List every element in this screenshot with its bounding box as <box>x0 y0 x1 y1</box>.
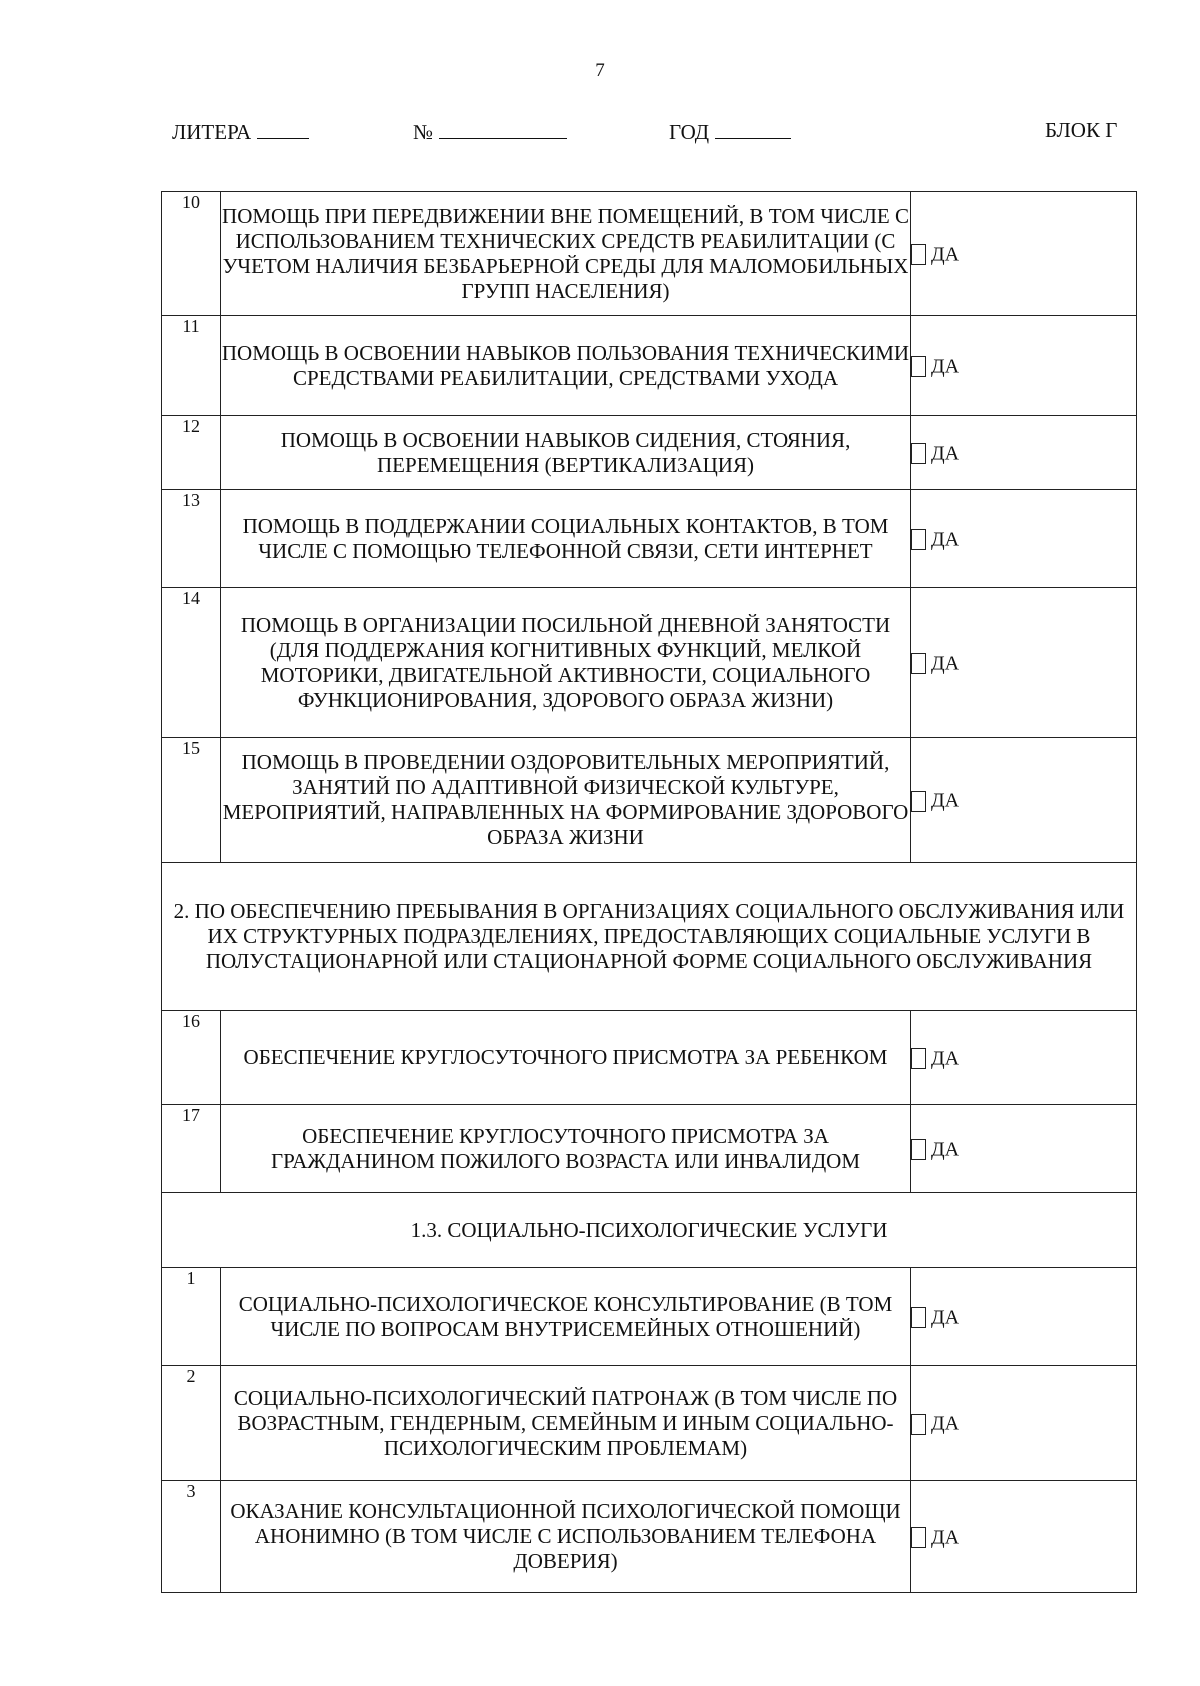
checkbox[interactable] <box>911 791 926 812</box>
page-number: 7 <box>595 60 605 81</box>
row-number: 3 <box>162 1481 221 1593</box>
checkbox[interactable] <box>911 1048 926 1069</box>
section-title: 1.3. СОЦИАЛЬНО-ПСИХОЛОГИЧЕСКИЕ УСЛУГИ <box>162 1193 1137 1268</box>
row-number: 12 <box>162 416 221 490</box>
service-text: ОБЕСПЕЧЕНИЕ КРУГЛОСУТОЧНОГО ПРИСМОТРА ЗА РЕБЕНКОМ <box>221 1011 911 1105</box>
checkbox[interactable] <box>911 356 926 377</box>
service-text: ОКАЗАНИЕ КОНСУЛЬТАЦИОННОЙ ПСИХОЛОГИЧЕСКОЙ ПОМОЩИ АНОНИМНО (В ТОМ ЧИСЛЕ С ИСПОЛЬЗОВАНИЕМ ТЕЛЕФОНА ДОВЕРИЯ) <box>221 1481 911 1593</box>
service-text: ПОМОЩЬ ПРИ ПЕРЕДВИЖЕНИИ ВНЕ ПОМЕЩЕНИЙ, В ТОМ ЧИСЛЕ С ИСПОЛЬЗОВАНИЕМ ТЕХНИЧЕСКИХ СРЕДСТВ РЕАБИЛИТАЦИИ (С УЧЕТОМ НАЛИЧИЯ БЕЗБАРЬЕРНОЙ СРЕДЫ ДЛЯ МАЛОМОБИЛЬНЫХ ГРУПП НАСЕЛЕНИЯ) <box>221 192 911 316</box>
table-row <box>162 316 1137 416</box>
yes-label: ДА <box>931 1047 960 1070</box>
table-row <box>162 738 1137 863</box>
section-header-row <box>162 1193 1137 1268</box>
checkbox[interactable] <box>911 443 926 464</box>
service-text: ОБЕСПЕЧЕНИЕ КРУГЛОСУТОЧНОГО ПРИСМОТРА ЗА ГРАЖДАНИНОМ ПОЖИЛОГО ВОЗРАСТА ИЛИ ИНВАЛИДОМ <box>221 1105 911 1193</box>
checkbox[interactable] <box>911 244 926 265</box>
row-number: 17 <box>162 1105 221 1193</box>
litera-blank[interactable] <box>257 118 309 139</box>
checkbox[interactable] <box>911 653 926 674</box>
service-text: ПОМОЩЬ В ОРГАНИЗАЦИИ ПОСИЛЬНОЙ ДНЕВНОЙ ЗАНЯТОСТИ (ДЛЯ ПОДДЕРЖАНИЯ КОГНИТИВНЫХ ФУНКЦИЙ, МЕЛКОЙ МОТОРИКИ, ДВИГАТЕЛЬНОЙ АКТИВНОСТИ, СОЦИАЛЬНОГО ФУНКЦИОНИРОВАНИЯ, ЗДОРОВОГО ОБРАЗА ЖИЗНИ) <box>221 588 911 738</box>
number-label: № <box>413 120 434 144</box>
litera-field <box>172 118 309 145</box>
block-label: БЛОК Г <box>1045 118 1118 142</box>
number-field <box>413 118 567 145</box>
row-number: 13 <box>162 490 221 588</box>
yes-option[interactable] <box>911 1366 1137 1481</box>
services-table <box>161 191 1137 1593</box>
row-number: 11 <box>162 316 221 416</box>
checkbox[interactable] <box>911 1527 926 1548</box>
form-header <box>0 118 1200 148</box>
table-row <box>162 192 1137 316</box>
table-row <box>162 1105 1137 1193</box>
yes-label: ДА <box>931 442 960 465</box>
table-row <box>162 490 1137 588</box>
table-row <box>162 1481 1137 1593</box>
checkbox[interactable] <box>911 1307 926 1328</box>
number-blank[interactable] <box>439 118 567 139</box>
table-row <box>162 588 1137 738</box>
service-text: ПОМОЩЬ В ОСВОЕНИИ НАВЫКОВ ПОЛЬЗОВАНИЯ ТЕХНИЧЕСКИМИ СРЕДСТВАМИ РЕАБИЛИТАЦИИ, СРЕДСТВАМИ УХОДА <box>221 316 911 416</box>
yes-option[interactable] <box>911 1011 1137 1105</box>
row-number: 14 <box>162 588 221 738</box>
service-text: ПОМОЩЬ В ПОДДЕРЖАНИИ СОЦИАЛЬНЫХ КОНТАКТОВ, В ТОМ ЧИСЛЕ С ПОМОЩЬЮ ТЕЛЕФОННОЙ СВЯЗИ, СЕТИ ИНТЕРНЕТ <box>221 490 911 588</box>
service-text: ПОМОЩЬ В ПРОВЕДЕНИИ ОЗДОРОВИТЕЛЬНЫХ МЕРОПРИЯТИЙ, ЗАНЯТИЙ ПО АДАПТИВНОЙ ФИЗИЧЕСКОЙ КУЛЬТУРЕ, МЕРОПРИЯТИЙ, НАПРАВЛЕННЫХ НА ФОРМИРОВАНИЕ ЗДОРОВОГО ОБРАЗА ЖИЗНИ <box>221 738 911 863</box>
row-number: 16 <box>162 1011 221 1105</box>
checkbox[interactable] <box>911 529 926 550</box>
yes-option[interactable] <box>911 1105 1137 1193</box>
row-number: 15 <box>162 738 221 863</box>
yes-option[interactable] <box>911 490 1137 588</box>
row-number: 1 <box>162 1268 221 1366</box>
section-title: 2. ПО ОБЕСПЕЧЕНИЮ ПРЕБЫВАНИЯ В ОРГАНИЗАЦИЯХ СОЦИАЛЬНОГО ОБСЛУЖИВАНИЯ ИЛИ ИХ СТРУКТУРНЫХ ПОДРАЗДЕЛЕНИЯХ, ПРЕДОСТАВЛЯЮЩИХ СОЦИАЛЬНЫЕ УСЛУГИ В ПОЛУСТАЦИОНАРНОЙ ИЛИ СТАЦИОНАРНОЙ ФОРМЕ СОЦИАЛЬНОГО ОБСЛУЖИВАНИЯ <box>162 863 1137 1011</box>
table-row <box>162 1011 1137 1105</box>
year-blank[interactable] <box>715 118 791 139</box>
yes-label: ДА <box>931 1526 960 1549</box>
service-text: СОЦИАЛЬНО-ПСИХОЛОГИЧЕСКИЙ ПАТРОНАЖ (В ТОМ ЧИСЛЕ ПО ВОЗРАСТНЫМ, ГЕНДЕРНЫМ, СЕМЕЙНЫМ И ИНЫМ СОЦИАЛЬНО-ПСИХОЛОГИЧЕСКИМ ПРОБЛЕМАМ) <box>221 1366 911 1481</box>
section-header-row <box>162 863 1137 1011</box>
yes-label: ДА <box>931 1306 960 1329</box>
year-label: ГОД <box>669 120 710 144</box>
table-row <box>162 1268 1137 1366</box>
yes-label: ДА <box>931 1138 960 1161</box>
yes-option[interactable] <box>911 192 1137 316</box>
yes-label: ДА <box>931 355 960 378</box>
yes-option[interactable] <box>911 738 1137 863</box>
yes-option[interactable] <box>911 416 1137 490</box>
yes-option[interactable] <box>911 1481 1137 1593</box>
yes-option[interactable] <box>911 1268 1137 1366</box>
table-row <box>162 1366 1137 1481</box>
table-row <box>162 416 1137 490</box>
checkbox[interactable] <box>911 1414 926 1435</box>
service-text: ПОМОЩЬ В ОСВОЕНИИ НАВЫКОВ СИДЕНИЯ, СТОЯНИЯ, ПЕРЕМЕЩЕНИЯ (ВЕРТИКАЛИЗАЦИЯ) <box>221 416 911 490</box>
yes-label: ДА <box>931 1412 960 1435</box>
year-field <box>669 118 791 145</box>
yes-option[interactable] <box>911 588 1137 738</box>
checkbox[interactable] <box>911 1139 926 1160</box>
row-number: 2 <box>162 1366 221 1481</box>
yes-label: ДА <box>931 243 960 266</box>
litera-label: ЛИТЕРА <box>172 120 252 144</box>
yes-label: ДА <box>931 528 960 551</box>
yes-label: ДА <box>931 789 960 812</box>
service-text: СОЦИАЛЬНО-ПСИХОЛОГИЧЕСКОЕ КОНСУЛЬТИРОВАНИЕ (В ТОМ ЧИСЛЕ ПО ВОПРОСАМ ВНУТРИСЕМЕЙНЫХ ОТНОШЕНИЙ) <box>221 1268 911 1366</box>
yes-label: ДА <box>931 652 960 675</box>
yes-option[interactable] <box>911 316 1137 416</box>
row-number: 10 <box>162 192 221 316</box>
